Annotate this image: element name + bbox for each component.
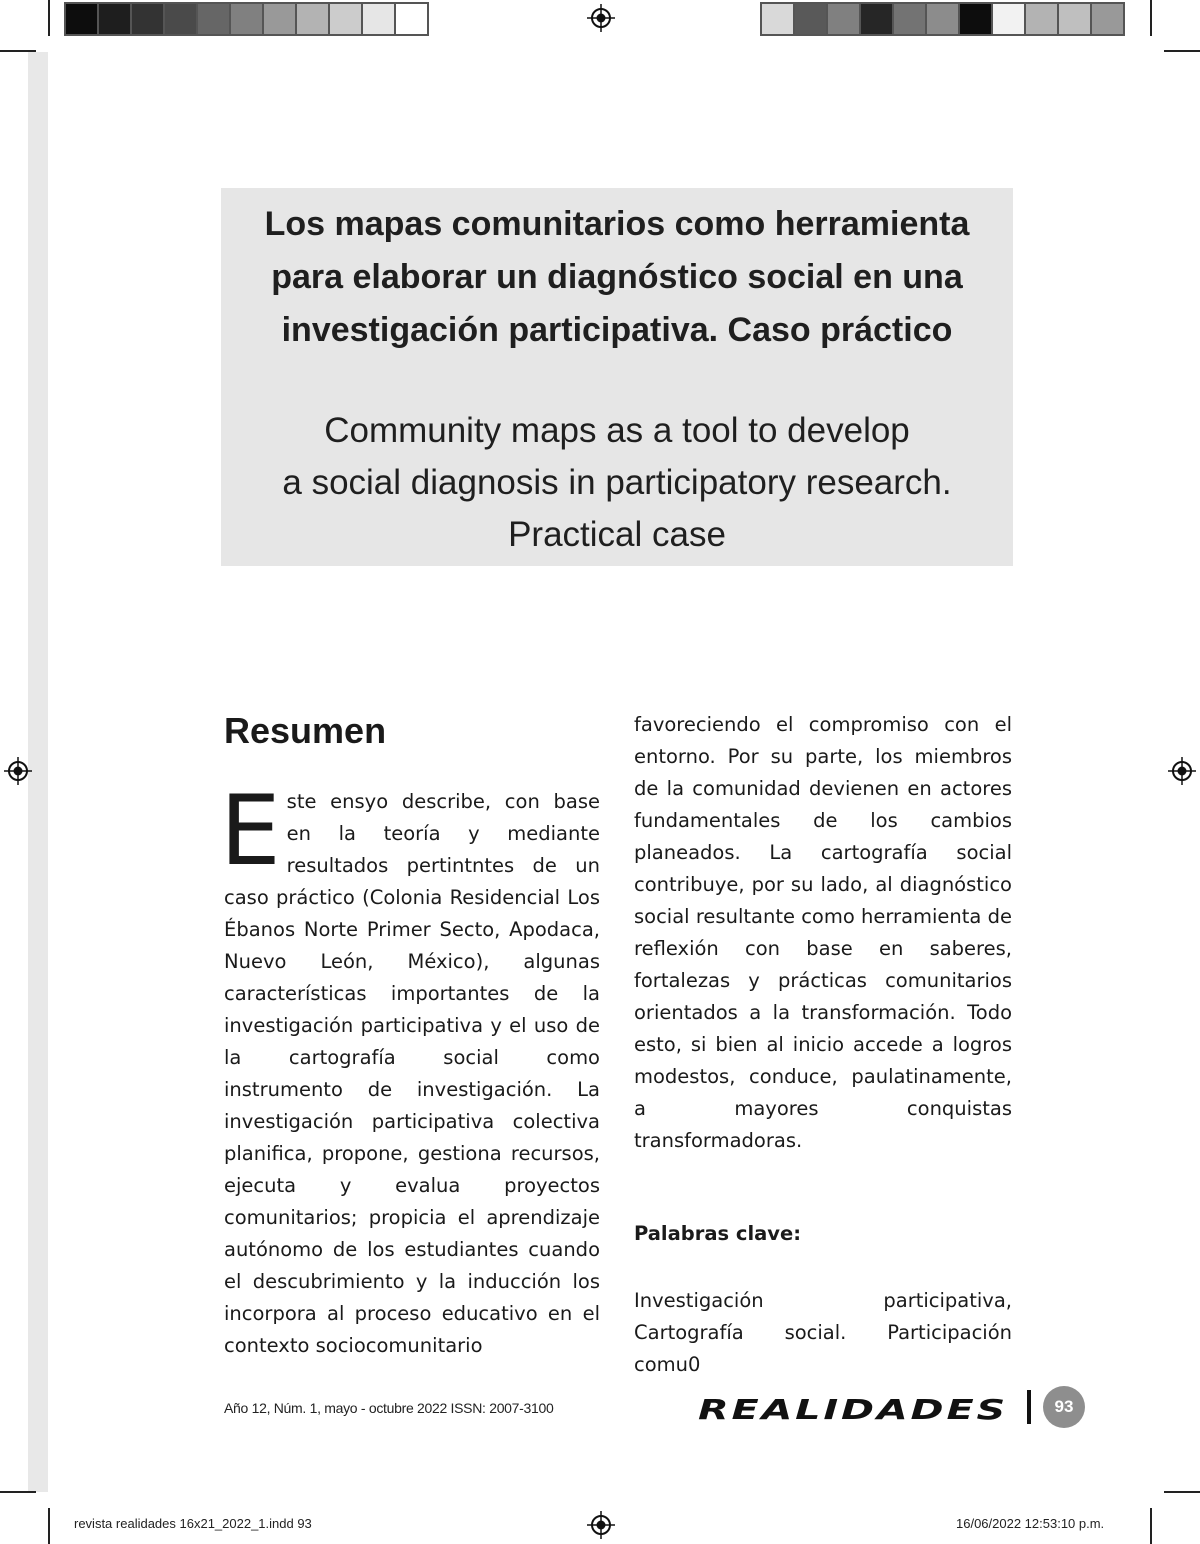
title-es-line: investigación participativa. Caso práctico xyxy=(281,311,953,349)
keywords-text: Investigación participativa, Cartografía social. Participación comu0 xyxy=(634,1289,1012,1376)
title-en-line: Practical case xyxy=(508,515,726,554)
footer-divider xyxy=(1027,1390,1031,1424)
crop-mark xyxy=(1164,50,1200,52)
title-en-line: a social diagnosis in participatory research. xyxy=(282,463,952,502)
color-swatch xyxy=(828,4,861,34)
abstract-column-left xyxy=(220,775,600,1362)
color-swatch xyxy=(927,4,960,34)
abstract-heading: Resumen xyxy=(224,710,387,751)
crop-mark xyxy=(48,0,50,36)
abstract-text-right: favoreciendo el compromiso con el entorno. Por su parte, los miembros de la comunidad devienen en actores fundamentales de los cambios planeados. La cartografía social contribuye, por su lado, al diagnóstico social resultante como herramienta de reflexión con base en saberes, fortalezas y prácticas comunitarios orientados a la transformación. Todo esto, si bien al inicio accede a logros modestos, conduce, paulatinamente, a mayores conquistas transformadoras. xyxy=(634,713,1012,1152)
color-swatch xyxy=(165,4,198,34)
crop-mark xyxy=(48,1508,50,1544)
color-swatch xyxy=(993,4,1026,34)
registration-mark-icon xyxy=(3,756,33,786)
article-title-en xyxy=(221,405,1013,561)
color-swatch xyxy=(363,4,396,34)
abstract-column-right xyxy=(634,709,1012,1157)
color-swatch xyxy=(264,4,297,34)
crop-mark xyxy=(1150,0,1152,36)
color-swatch xyxy=(861,4,894,34)
color-swatch xyxy=(1059,4,1092,34)
color-swatch xyxy=(1026,4,1059,34)
print-slug-date: 16/06/2022 12:53:10 p.m. xyxy=(956,1516,1105,1531)
article-title-es xyxy=(221,188,1013,357)
journal-logo xyxy=(696,1392,1012,1424)
title-es-line: para elaborar un diagnóstico social en una xyxy=(271,258,963,296)
crop-mark xyxy=(0,1491,36,1493)
print-slug-file: revista realidades 16x21_2022_1.indd 93 xyxy=(74,1516,312,1531)
title-box xyxy=(221,188,1013,566)
color-swatch xyxy=(231,4,264,34)
issue-info: Año 12, Núm. 1, mayo - octubre 2022 ISSN: 2007-3100 xyxy=(224,1400,554,1416)
crop-mark xyxy=(1150,1508,1152,1544)
registration-mark-icon xyxy=(1167,756,1197,786)
abstract-text-left: ste ensyo describe, con base en la teoría y mediante resultados pertintntes de un caso práctico (Colonia Residencial Los Ébanos Norte Primer Secto, Apodaca, Nuevo León, México), algunas características importantes de la investigación participativa y el uso de la cartografía social como instrumento de investigación. La investigación participativa colectiva planifica, propone, gestiona recursos, ejecuta y evalua proyectos comunitarios; propicia el aprendizaje autónomo de los estudiantes cuando el descubrimiento y la inducción los incorpora al proceso educativo en el contexto sociocomunitario xyxy=(224,790,600,1357)
color-swatch xyxy=(894,4,927,34)
color-swatch xyxy=(99,4,132,34)
color-swatch xyxy=(960,4,993,34)
title-es-line: Los mapas comunitarios como herramienta xyxy=(264,205,970,243)
registration-mark-icon xyxy=(586,1510,616,1540)
crop-mark xyxy=(0,50,36,52)
drop-cap: E xyxy=(220,775,281,887)
color-swatch xyxy=(330,4,363,34)
color-swatch xyxy=(132,4,165,34)
color-swatch xyxy=(795,4,828,34)
color-swatch xyxy=(1092,4,1123,34)
keywords-heading: Palabras clave: xyxy=(634,1222,802,1245)
crop-mark xyxy=(1164,1491,1200,1493)
color-calibration-bar-right xyxy=(760,2,1125,36)
color-swatch xyxy=(762,4,795,34)
color-swatch xyxy=(297,4,330,34)
color-swatch xyxy=(396,4,427,34)
color-swatch xyxy=(66,4,99,34)
journal-logo-text: REALIDADES xyxy=(698,1393,1008,1424)
color-swatch xyxy=(198,4,231,34)
color-calibration-bar-left xyxy=(64,2,429,36)
title-en-line: Community maps as a tool to develop xyxy=(324,411,910,450)
page-number-badge: 93 xyxy=(1043,1386,1085,1428)
registration-mark-icon xyxy=(586,3,616,33)
